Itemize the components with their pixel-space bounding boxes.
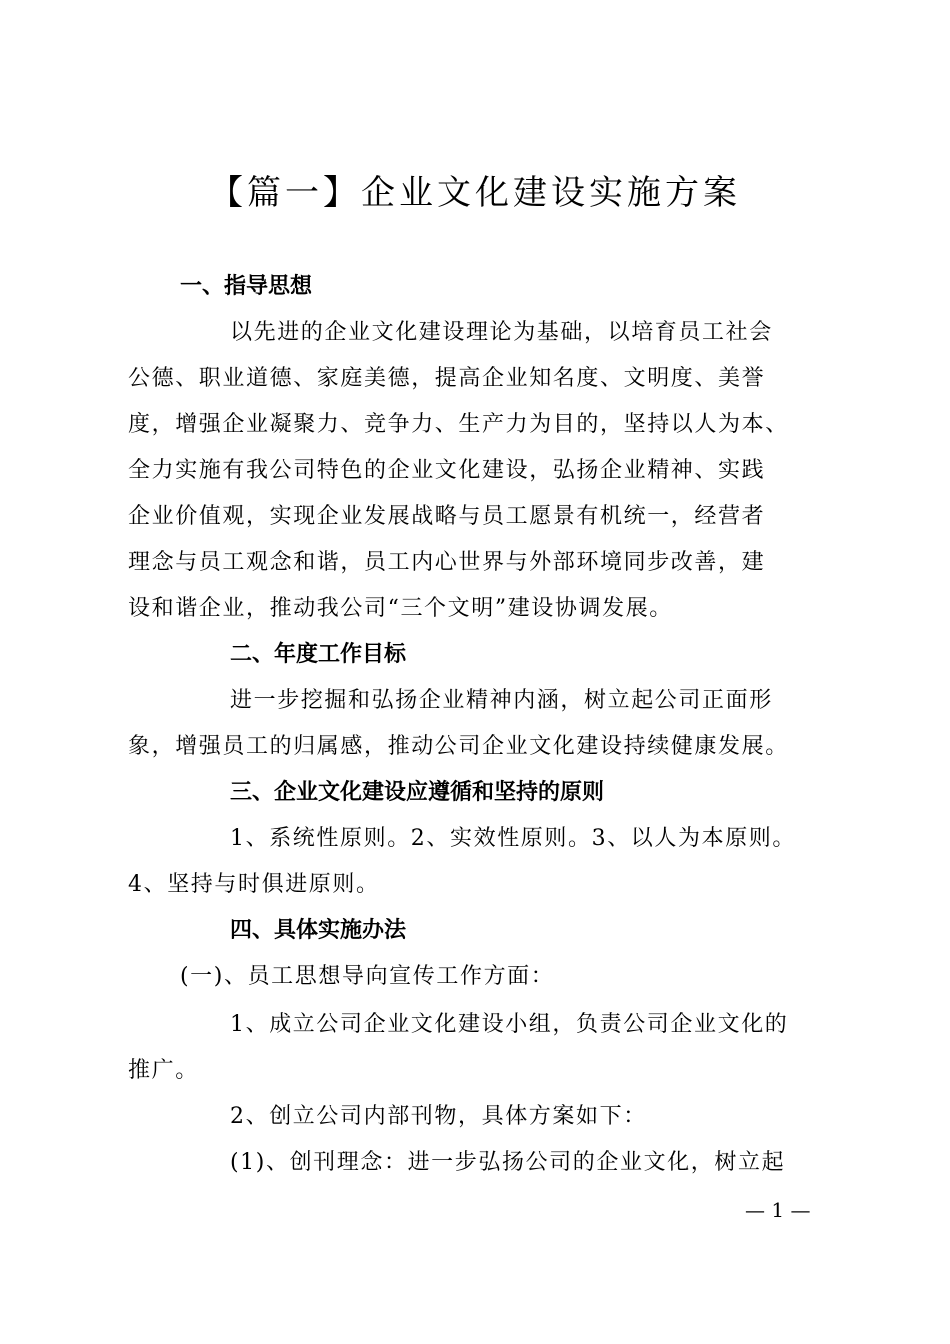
document-title: 【篇一】企业文化建设实施方案 bbox=[209, 173, 741, 213]
paragraph-line: 以先进的企业文化建设理论为基础，以培育员工社会 bbox=[230, 320, 773, 345]
section-heading-implementation: 四、具体实施办法 bbox=[230, 918, 407, 943]
paragraph-line: 推广。 bbox=[128, 1058, 199, 1083]
subsection-heading: (一)、员工思想导向宣传工作方面： bbox=[180, 964, 555, 989]
paragraph-line: 设和谐企业，推动我公司“三个文明”建设协调发展。 bbox=[128, 596, 673, 621]
section-heading-annual-goals: 二、年度工作目标 bbox=[230, 642, 407, 667]
paragraph-line: 全力实施有我公司特色的企业文化建设，弘扬企业精神、实践 bbox=[128, 458, 766, 483]
paragraph-line: 企业价值观，实现企业发展战略与员工愿景有机统一，经营者 bbox=[128, 504, 766, 529]
page-number: — 1 — bbox=[745, 1198, 811, 1222]
paragraph-line: 象，增强员工的归属感，推动公司企业文化建设持续健康发展。 bbox=[128, 734, 789, 759]
paragraph-line: 4、坚持与时俱进原则。 bbox=[128, 872, 380, 897]
paragraph-line: 度，增强企业凝聚力、竞争力、生产力为目的，坚持以人为本、 bbox=[128, 412, 789, 437]
section-heading-principles: 三、企业文化建设应遵循和坚持的原则 bbox=[230, 780, 605, 805]
paragraph-line: 进一步挖掘和弘扬企业精神内涵，树立起公司正面形 bbox=[230, 688, 773, 713]
paragraph-line: 公德、职业道德、家庭美德，提高企业知名度、文明度、美誉 bbox=[128, 366, 766, 391]
paragraph-line: 理念与员工观念和谐，员工内心世界与外部环境同步改善，建 bbox=[128, 550, 766, 575]
paragraph-line: 1、成立公司企业文化建设小组，负责公司企业文化的 bbox=[230, 1012, 789, 1037]
paragraph-line: (1)、创刊理念：进一步弘扬公司的企业文化，树立起 bbox=[230, 1150, 786, 1175]
section-heading-guiding-ideology: 一、指导思想 bbox=[180, 274, 313, 299]
paragraph-line: 2、创立公司内部刊物，具体方案如下： bbox=[230, 1104, 647, 1129]
paragraph-line: 1、系统性原则。2、实效性原则。3、以人为本原则。 bbox=[230, 826, 796, 851]
